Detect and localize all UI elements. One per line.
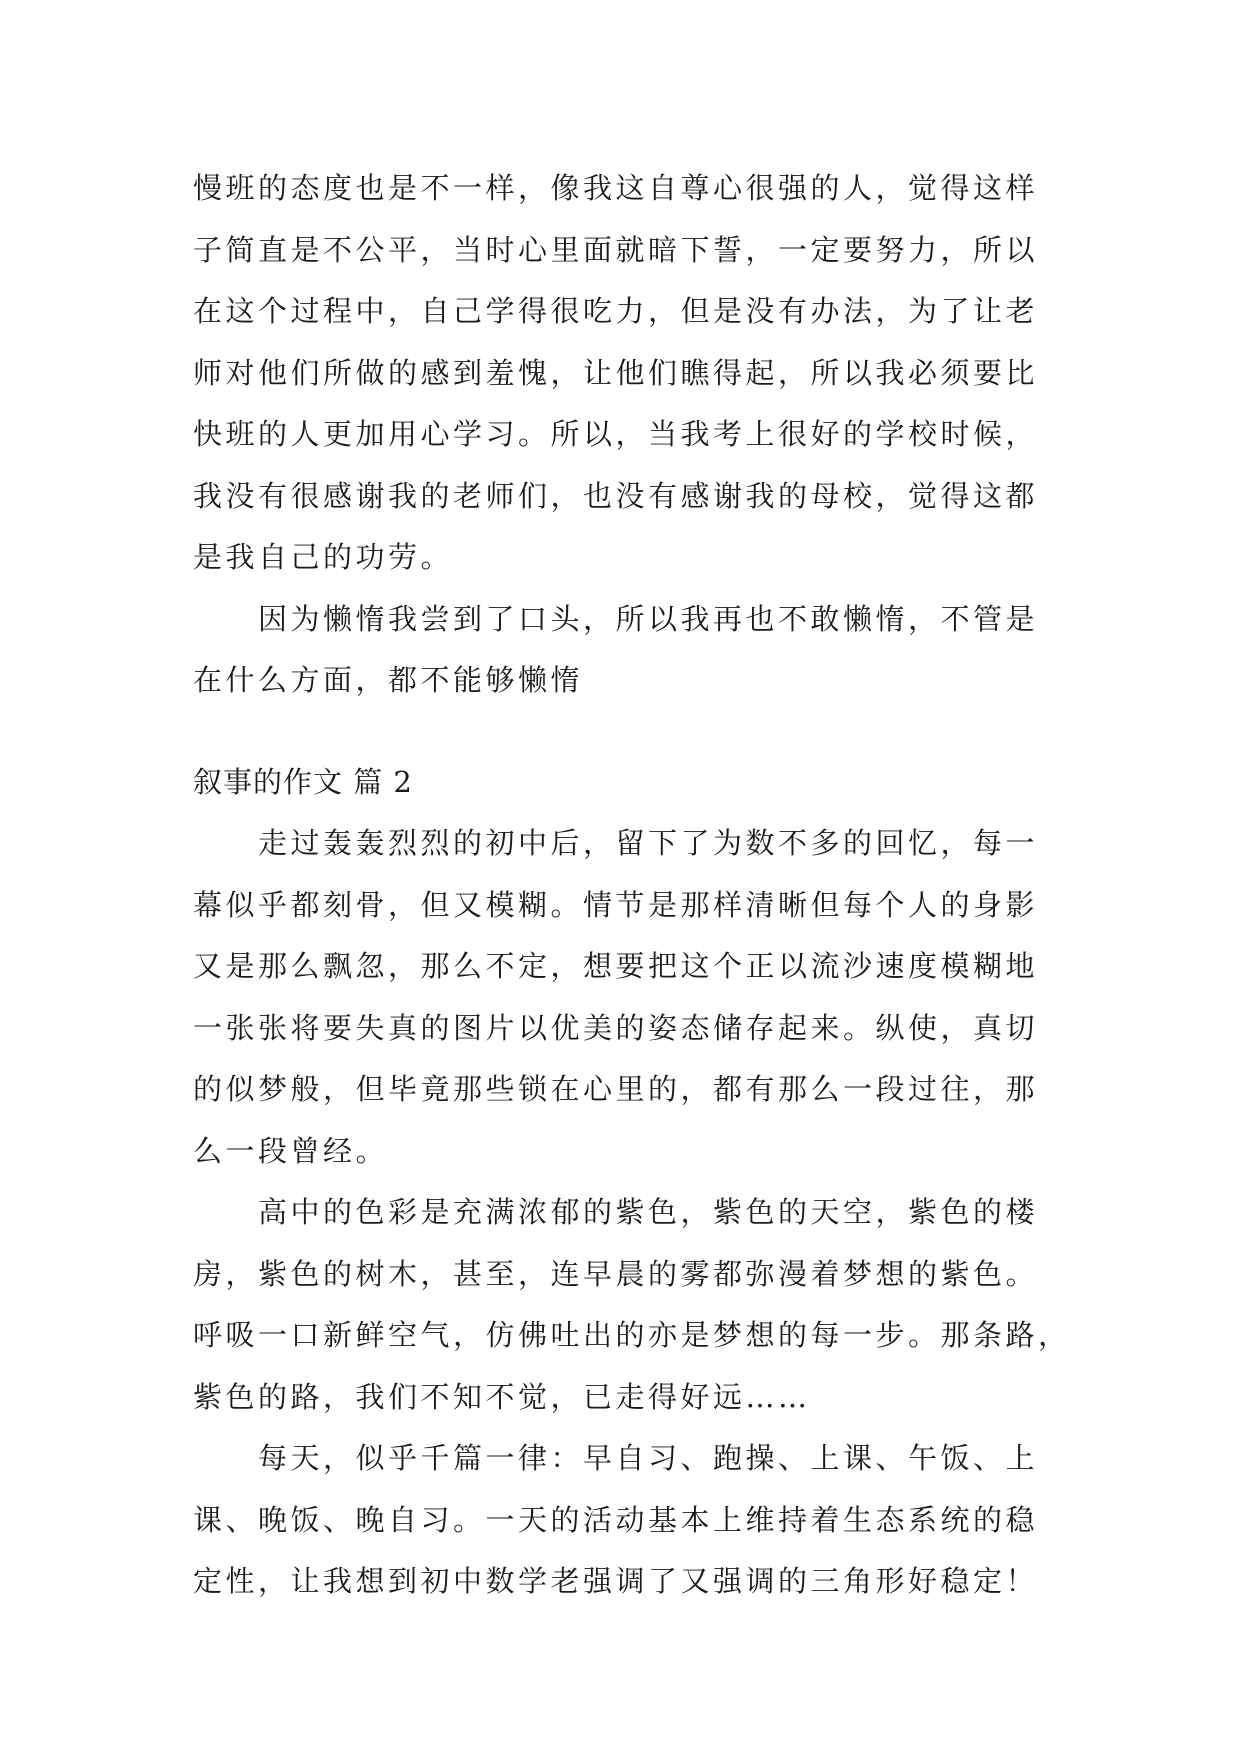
text-line: 一张张将要失真的图片以优美的姿态储存起来。纵使，真切 <box>193 1010 1039 1045</box>
text-line: 定性，让我想到初中数学老强调了又强调的三角形好稳定！ <box>193 1564 1039 1598</box>
text-line: 课、晚饭、晚自习。一天的活动基本上维持着生态系统的稳 <box>193 1502 1039 1537</box>
text-line: 子简直是不公平，当时心里面就暗下誓，一定要努力，所以 <box>193 232 1039 267</box>
text-line: 么一段曾经。 <box>193 1133 389 1168</box>
text-line: 在什么方面，都不能够懒惰 <box>193 663 584 697</box>
text-line: 每天，似乎千篇一律：早自习、跑操、上课、午饭、上 <box>258 1441 1039 1475</box>
text-line: 幕似乎都刻骨，但又模糊。情节是那样清晰但每个人的身影 <box>193 887 1039 922</box>
text-line: 慢班的态度也是不一样，像我这自尊心很强的人，觉得这样 <box>193 171 1039 205</box>
text-line: 呼吸一口新鲜空气，仿佛吐出的亦是梦想的每一步。那条路， <box>193 1318 1071 1352</box>
text-line: 是我自己的功劳。 <box>193 540 454 574</box>
section-gap <box>193 712 1073 752</box>
section-heading: 叙事的作文 篇 2 <box>193 764 413 799</box>
text-line: 高中的色彩是充满浓郁的紫色，紫色的天空，紫色的楼 <box>258 1195 1039 1229</box>
text-line: 又是那么飘忽，那么不定，想要把这个正以流沙速度模糊地 <box>193 949 1039 983</box>
text-line: 在这个过程中，自己学得很吃力，但是没有办法，为了让老 <box>193 294 1039 328</box>
text-line: 因为懒惰我尝到了口头，所以我再也不敢懒惰，不管是 <box>258 601 1039 636</box>
text-line: 走过轰轰烈烈的初中后，留下了为数不多的回忆，每一 <box>258 826 1039 860</box>
text-line: 房，紫色的树木，甚至，连早晨的雾都弥漫着梦想的紫色。 <box>193 1256 1039 1291</box>
text-line: 师对他们所做的感到羞愧，让他们瞧得起，所以我必须要比 <box>193 355 1039 390</box>
text-line: 紫色的路，我们不知不觉，已走得好远…… <box>193 1379 811 1414</box>
text-line: 我没有很感谢我的老师们，也没有感谢我的母校，觉得这都 <box>193 478 1039 513</box>
text-line: 快班的人更加用心学习。所以，当我考上很好的学校时候， <box>193 417 1039 451</box>
text-line: 的似梦般，但毕竟那些锁在心里的，都有那么一段过往，那 <box>193 1072 1039 1106</box>
document-body <box>193 158 1073 1613</box>
